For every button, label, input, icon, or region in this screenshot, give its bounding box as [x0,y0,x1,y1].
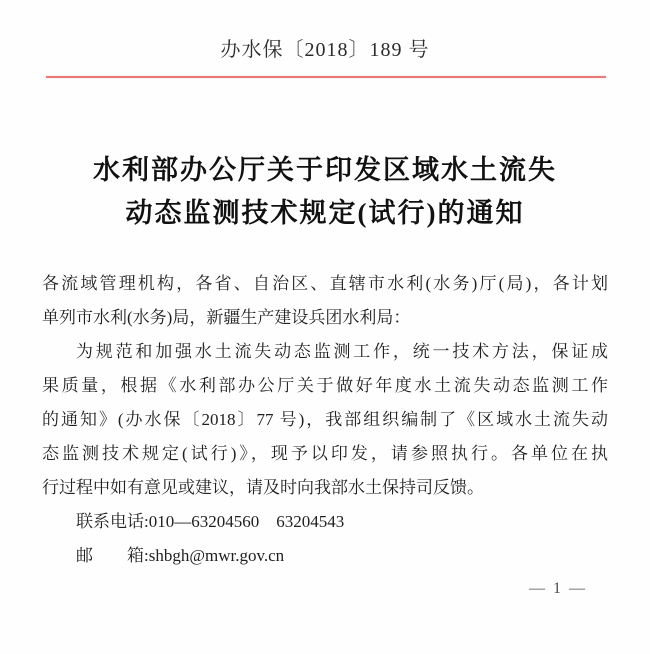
doc-title [0,149,650,235]
contact-block [42,505,608,573]
paragraph-line-5: 行过程中如有意见或建议，请及时向我部水土保持司反馈。 [42,478,484,497]
salutation [42,267,608,335]
paragraph-line-3: 的通知》(办水保〔2018〕77 号)，我部组织编制了《区域水土流失动 [42,410,608,429]
doc-title-line-2: 动态监测技术规定(试行)的通知 [125,198,525,228]
doc-number: 办水保〔2018〕189 号 [220,39,430,61]
contact-email: 邮 箱:shbgh@mwr.gov.cn [76,546,285,565]
paragraph-line-4: 态监测技术规定(试行)》，现予以印发，请参照执行。各单位在执 [42,444,608,463]
body-paragraph [42,335,608,505]
paragraph-line-2: 果质量，根据《水利部办公厅关于做好年度水土流失动态监测工作 [42,376,608,395]
page-number: — 1 — [529,580,587,597]
salutation-line-2: 单列市水利(水务)局，新疆生产建设兵团水利局： [42,308,411,327]
doc-title-line-1: 水利部办公厅关于印发区域水土流失 [93,155,557,185]
paragraph-line-1: 为规范和加强水土流失动态监测工作，统一技术方法，保证成 [76,342,608,361]
salutation-line-1: 各流域管理机构，各省、自治区、直辖市水利(水务)厅(局)，各计划 [42,274,608,293]
doc-body [42,267,608,573]
contact-phone: 联系电话:010—63204560 63204543 [76,512,345,531]
red-divider-line [46,76,606,78]
